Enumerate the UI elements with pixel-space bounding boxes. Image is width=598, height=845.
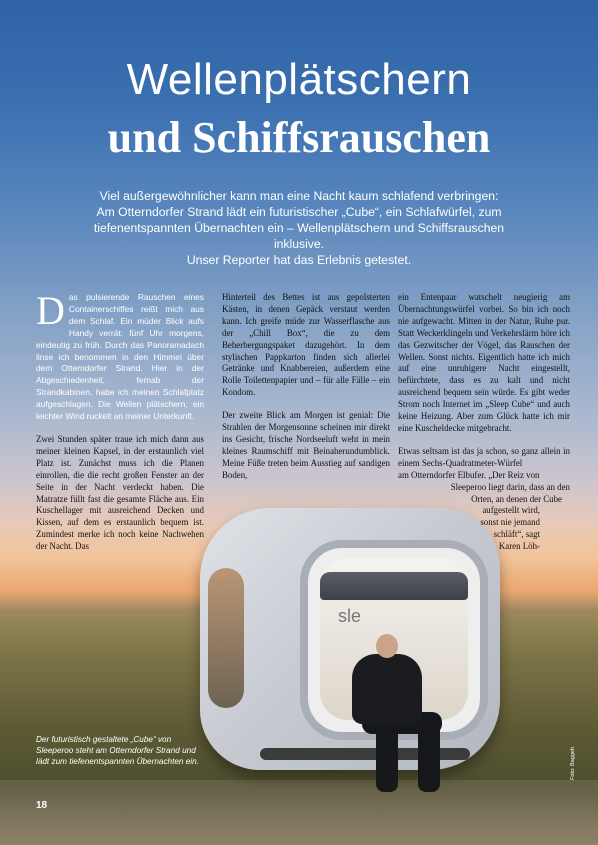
text-line: Karen Löh- [498,541,540,552]
text-line: schläft“, sagt [493,529,540,540]
photo-caption: Der futuristisch gestaltete „Cube“ von Sleeperoo steht am Otterndorfer Strand und lädt zum tiefenentspannten Übernachten ein. [36,735,199,766]
paragraph: ein Entenpaar watschelt neugierig am Übernachtungswürfel vorbei. So bin ich noch nie aufgewacht. Mitten in der Natur, Ruhe pur. Statt Weckerklingeln und Verkehrslärm höre ich das Gezwitscher der Vögel, das Rauschen der Wellen. Sonst nichts. Eigentlich hatte ich mich auf eine unruhigere Nacht eingestellt, befürchtete, dass es zu kalt und nicht ausreichend bequem sein würde. Es gibt weder Strom noch Internet im „Sleep Cube“ und auch keine Heizung. Aber zum Glück hatte ich mir eine Kuscheldecke mitgebracht. [398,292,570,433]
drop-cap: D [36,288,65,333]
page-number: 18 [36,800,48,811]
paragraph-text: as pulsierende Rauschen eines Containerschiffes reißt mich aus dem Schlaf. Ein müder Blick aufs Handy verrät: fünf Uhr morgens, eindeutig zu früh. Durch das Panoramadach linse ich benommen in den Himmel über dem Otterndorfer Strand. Hier in der Abgeschiedenheit, fernab der Strandkabinen, habe ich meinen Schlafplatz aufgeschlagen. Die Wellen plätschern, ein leichter Wind ruckelt an meiner Unterkunft. [36,292,204,422]
text-line: Etwas seltsam ist das ja schon, so ganz allein in einem Sechs-Quadratmeter-Würfel [398,445,570,468]
text-line: Orten, an denen der Cube [471,493,562,504]
cube-side-window [208,568,244,708]
paragraph [398,446,570,553]
text-line: aufgestellt wird, [482,505,540,516]
intro-line: tiefenentspannten Übernachten ein – Wellenplätschern und Schiffsrauschen inklusive. [93,221,505,251]
intro-text [80,188,518,268]
article-column-2 [222,292,390,493]
paragraph [36,288,204,423]
paragraph: Hinterteil des Bettes ist aus gepolsterten Kästen, in denen Gepäck verstaut werden kann. Ich greife müde zur Wasserflasche aus der „Chill Box“, die zu dem Beherbergungspaket dazugehört. In dem stylischen Pappkarton finden sich allerlei Getränke und Knabbereien, außerdem eine Rolle Toilettenpapier und – für alle Fälle – ein Kondom. [222,292,390,398]
intro-line: Am Otterndorfer Strand lädt ein futuristischer „Cube“, ein Schlafwürfel, zum [96,205,502,219]
intro-line: Viel außergewöhnlicher kann man eine Nacht kaum schlafend verbringen: [99,189,499,203]
cube-curtain [320,572,468,600]
person-head [376,634,398,658]
article-column-1 [36,288,204,564]
sand-foreground [0,780,598,845]
person-body [352,654,422,724]
paragraph: Zwei Stunden später traue ich mich dann aus meiner kleinen Kapsel, in der erstaunlich viel Platz ist. Zunächst muss ich die Planen einrollen, die die recht großen Fenster an der Seite in der Nacht verdeckt haben. Die Matratze füllt fast die gesamte Fläche aus. Ein Kuschellager mit ausreichend Decken und Kissen, auf dem es erstaunlich bequem ist. Zumindest merke ich noch keine Nachwehen der Nacht. Das [36,433,204,552]
text-line: am Otterndorfer Elbufer. „Der Reiz von [398,469,540,480]
text-line: Sleeperoo liegt darin, dass an den [450,481,570,492]
intro-line: Unser Reporter hat das Erlebnis getestet. [186,253,412,267]
photo-credit: Foto: Baggeh [570,746,576,780]
headline-line1: Wellenplätschern [126,55,472,104]
article-column-3 [398,292,570,564]
paragraph: Der zweite Blick am Morgen ist genial: Die Strahlen der Morgensonne scheinen mir direkt ins Gesicht, frische Nordseeluft weht in mein kleines Raumschiff mit Beinaherundumblick. Meine Füße treten beim Ausstieg auf sandigen Boden, [222,410,390,480]
headline-line2: und Schiffsrauschen [107,113,491,162]
cube-logo: sle [338,606,362,626]
text-line: sonst nie jemand [480,517,540,528]
